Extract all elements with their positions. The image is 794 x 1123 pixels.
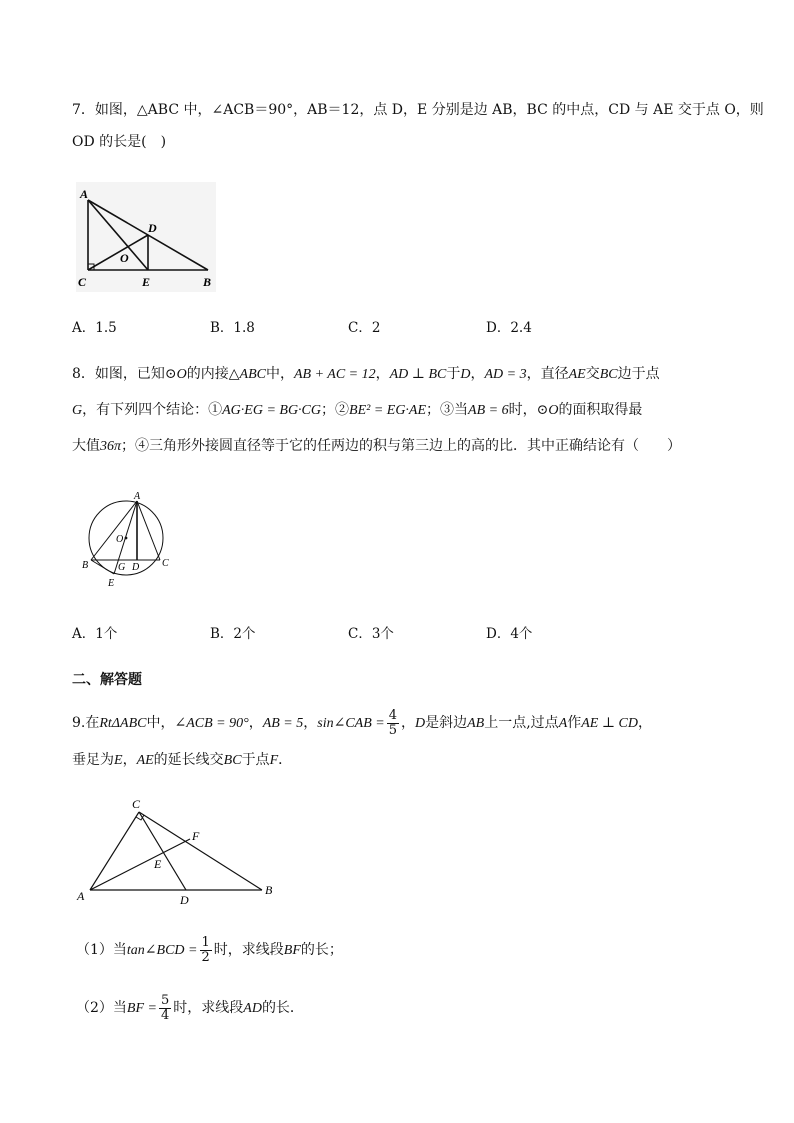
q9-frac-den: 5 xyxy=(388,722,397,738)
q9-p1-tan: tan∠BCD = xyxy=(126,943,198,958)
q9-p1-b: 时，求线段 xyxy=(213,942,284,958)
q9-p2-bf: BF = xyxy=(126,1001,157,1016)
q9-part2 xyxy=(76,990,304,1027)
q9-p1-num: 1 xyxy=(201,934,210,950)
q9-l2-a: 垂足为 xyxy=(72,752,114,768)
q7-figure xyxy=(72,182,218,294)
q8-side-ac xyxy=(137,501,160,560)
q7-label-b: B xyxy=(203,275,212,289)
q9-text-line1 xyxy=(72,706,652,741)
q9-side-ac xyxy=(90,812,139,890)
q9-p1-fraction xyxy=(200,936,212,965)
q7-option-c: C．2 xyxy=(348,320,381,336)
q8-option-d: D．4个 xyxy=(486,626,533,642)
q8-option-a: A．1个 xyxy=(72,626,118,642)
q7-label-o: O xyxy=(120,251,129,265)
q8-comma1: ， xyxy=(375,366,390,382)
q9-sin: sin∠CAB = xyxy=(317,716,385,731)
q9-comma2: ， xyxy=(303,715,318,731)
q9-text-line2 xyxy=(72,750,292,771)
q8-side-ab xyxy=(91,501,137,560)
q9-rt-triangle: RtΔABC xyxy=(99,716,147,731)
q9-segment-cd xyxy=(139,812,186,890)
q8-comma2: ， xyxy=(470,366,485,382)
q9-p2-c: 的长． xyxy=(261,1000,304,1016)
q7-option-a: A．1.5 xyxy=(72,320,117,336)
q8-l1-b: 的内接 xyxy=(186,366,229,382)
q9-l1-c: 是斜边 xyxy=(425,715,468,731)
q9-label-c: C xyxy=(132,797,141,811)
q8-text-line3 xyxy=(72,436,681,457)
q8-36pi: 36π xyxy=(100,439,122,454)
q9-comma1: ， xyxy=(248,715,263,731)
q9-l1-b: 中， xyxy=(146,715,175,731)
q9-ab5: AB = 5 xyxy=(262,716,304,731)
q8-yu: 于 xyxy=(446,366,461,382)
q8-l3-a: 大值 xyxy=(72,438,100,454)
q8-d: D xyxy=(460,367,471,382)
q9-p1-bf: BF xyxy=(283,943,301,958)
q8-triangle-abc: △ABC xyxy=(228,367,266,382)
q8-label-e: E xyxy=(108,578,115,589)
q9-l1-f: ， xyxy=(637,715,652,731)
q9-segment-af xyxy=(90,839,190,890)
q9-p2-den: 4 xyxy=(160,1007,170,1023)
q8-l2-c: ；③当 xyxy=(426,402,469,418)
q8-l3-b: ；④三角形外接圆直径等于它的任两边的积与第三边上的高的比．其中正确结论有（ ） xyxy=(121,438,682,454)
q7-text-line1: 7．如图，△ABC 中，∠ACB＝90°，AB＝12，点 D，E 分别是边 AB，BC 的中点，CD 与 AE 交于点 O，则 xyxy=(72,102,764,118)
q9-bc: BC xyxy=(223,753,242,768)
q9-p2-b: 时，求线段 xyxy=(173,1000,244,1016)
q8-text-line1 xyxy=(72,364,660,385)
q9-p2-num: 5 xyxy=(160,992,170,1008)
q9-e: E xyxy=(114,753,123,768)
q7-text-line2: OD 的长是( ) xyxy=(72,134,167,150)
q7-label-e: E xyxy=(142,275,151,289)
q8-circle-o: ⊙O xyxy=(164,367,187,382)
q8-center-dot xyxy=(125,537,128,540)
q9-comma3: ， xyxy=(401,715,415,731)
q9-label-d: D xyxy=(180,893,189,906)
q9-p2-a: （2）当 xyxy=(76,1000,127,1016)
q7-label-c: C xyxy=(78,275,87,289)
q8-l2-e: 的面积取得最 xyxy=(558,402,643,418)
q7-option-b: B．1.8 xyxy=(210,320,255,336)
q8-label-g: G xyxy=(118,562,126,573)
q8-l1-c: 中， xyxy=(265,366,294,382)
q7-option-d: D．2.4 xyxy=(486,320,532,336)
q9-label-f: F xyxy=(192,829,200,843)
q8-perp: AD ⊥ BC xyxy=(389,367,447,382)
q8-conclusion1: AG·EG = BG·CG xyxy=(222,403,322,418)
q9-perp: AE ⊥ CD xyxy=(581,716,638,731)
q9-f: F xyxy=(269,753,279,768)
q9-l2-e: ． xyxy=(278,752,293,768)
q9-l2-c: 的延长线交 xyxy=(153,752,224,768)
q8-option-b: B．2个 xyxy=(210,626,256,642)
q9-a: A xyxy=(558,716,568,731)
q8-label-d: D xyxy=(132,562,140,573)
q9-angle-acb: ∠ACB = 90° xyxy=(174,716,249,731)
q9-p2-fraction xyxy=(159,994,171,1023)
q8-l1-a: 8．如图，已知 xyxy=(72,366,165,382)
q9-p1-den: 2 xyxy=(201,949,210,965)
q8-figure xyxy=(76,488,176,592)
q7-label-d: D xyxy=(148,221,157,235)
q9-l2-d: 于点 xyxy=(241,752,270,768)
q9-p2-ad: AD xyxy=(243,1001,262,1016)
q8-conclusion2: BE² = EG·AE xyxy=(349,403,427,418)
q9-l1-e: 作 xyxy=(567,715,582,731)
q9-l1-a: 9.在 xyxy=(72,715,100,731)
q8-bc: BC xyxy=(599,367,618,382)
q8-label-b: B xyxy=(82,560,89,571)
q9-d: D xyxy=(415,716,426,731)
q8-circle-o2: ⊙O xyxy=(536,403,559,418)
q9-p1-c: 的长； xyxy=(300,942,343,958)
q8-l2-a: ，有下列四个结论：① xyxy=(82,402,223,418)
q9-ae: AE xyxy=(136,753,154,768)
q8-jiao: 交 xyxy=(585,366,600,382)
q8-label-c: C xyxy=(162,558,169,569)
q9-part1 xyxy=(76,932,343,969)
q8-eq-sum: AB + AC = 12 xyxy=(293,367,376,382)
q9-side-cb xyxy=(139,812,262,890)
q8-ad3: AD = 3 xyxy=(484,367,527,382)
q9-label-e: E xyxy=(154,857,162,871)
q8-segment-be xyxy=(91,560,114,574)
q9-figure xyxy=(72,796,282,906)
q9-sin-fraction xyxy=(387,709,399,738)
q9-label-a: A xyxy=(77,889,85,903)
q8-l2-d: 时， xyxy=(508,402,537,418)
q8-ae: AE xyxy=(568,367,586,382)
q7-label-a: A xyxy=(80,187,89,201)
q8-ab6: AB = 6 xyxy=(468,403,509,418)
q9-l1-d: 上一点,过点 xyxy=(484,715,559,731)
q8-text-line2 xyxy=(72,400,642,421)
q9-p1-a: （1）当 xyxy=(76,942,127,958)
q8-l1-d: ，直径 xyxy=(526,366,569,382)
q8-option-c: C．3个 xyxy=(348,626,394,642)
q8-label-a: A xyxy=(134,491,141,502)
q8-l2-b: ；② xyxy=(321,402,350,418)
q8-g: G xyxy=(72,403,83,418)
q9-ab: AB xyxy=(467,716,485,731)
section-title: 二、解答题 xyxy=(72,672,142,688)
q9-label-b: B xyxy=(265,883,273,897)
q8-l1-e: 边于点 xyxy=(617,366,660,382)
q9-l2-b: ， xyxy=(122,752,137,768)
q9-frac-num: 4 xyxy=(388,707,397,723)
q8-label-o: O xyxy=(116,534,124,545)
